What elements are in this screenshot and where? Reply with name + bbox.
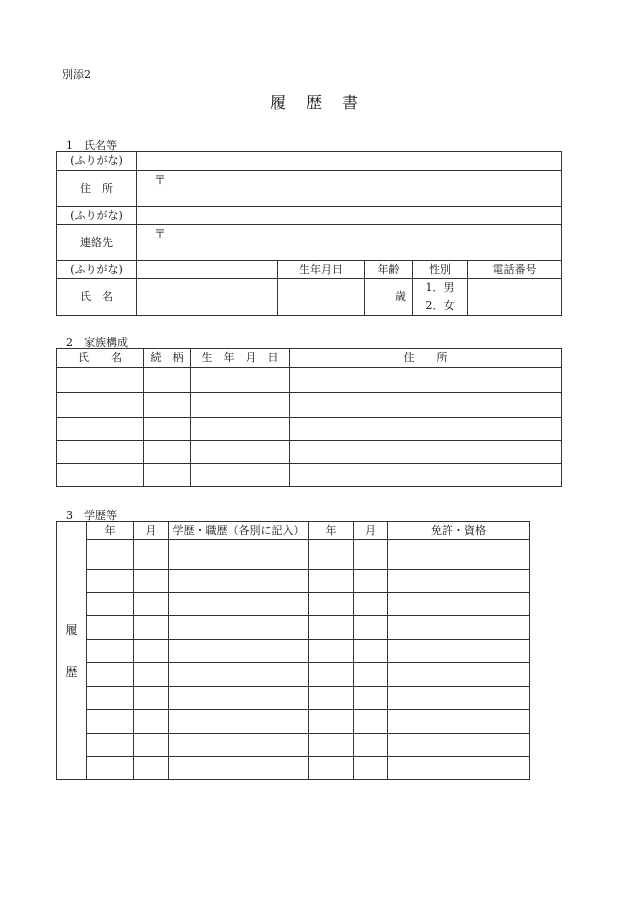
history-year-cell[interactable] <box>87 540 134 570</box>
history-month-cell[interactable] <box>134 687 169 710</box>
license-qualification-cell[interactable] <box>388 540 530 570</box>
history-side-label <box>57 522 87 780</box>
name-field[interactable] <box>137 279 278 316</box>
age-field[interactable] <box>365 279 413 316</box>
license-qualification-cell[interactable] <box>388 734 530 757</box>
history-career-cell[interactable] <box>169 687 309 710</box>
history-month-cell[interactable] <box>134 616 169 640</box>
family-name-cell[interactable] <box>57 393 144 418</box>
history-month-cell[interactable] <box>134 757 169 780</box>
license-qualification-cell[interactable] <box>388 687 530 710</box>
license-month-cell[interactable] <box>354 540 388 570</box>
birthdate-field[interactable] <box>278 279 365 316</box>
history-row <box>57 734 530 757</box>
contact-field[interactable] <box>137 225 562 261</box>
history-month-cell[interactable] <box>134 593 169 616</box>
family-relation-cell[interactable] <box>144 368 191 393</box>
family-relation-cell[interactable] <box>144 441 191 464</box>
postal-mark-icon: 〒 <box>154 227 167 241</box>
family-header-relation: 続 柄 <box>144 349 191 368</box>
family-birthdate-cell[interactable] <box>191 441 290 464</box>
name-furigana-field[interactable] <box>137 261 278 279</box>
family-address-cell[interactable] <box>290 464 562 487</box>
family-table <box>56 348 562 487</box>
phone-field[interactable] <box>468 279 562 316</box>
furigana-label-1: (ふりがな) <box>57 152 137 171</box>
license-qualification-cell[interactable] <box>388 640 530 663</box>
license-year-cell[interactable] <box>309 593 354 616</box>
history-year-cell[interactable] <box>87 593 134 616</box>
family-relation-cell[interactable] <box>144 418 191 441</box>
history-career-cell[interactable] <box>169 710 309 734</box>
section3-heading: 3 学歴等 <box>66 509 117 522</box>
family-row <box>57 441 562 464</box>
history-row <box>57 616 530 640</box>
license-year-cell[interactable] <box>309 734 354 757</box>
age-label: 年齢 <box>365 261 413 279</box>
license-qualification-cell[interactable] <box>388 663 530 687</box>
history-row <box>57 687 530 710</box>
history-month-cell[interactable] <box>134 734 169 757</box>
sex-female-option[interactable]: 2．女 <box>425 299 455 312</box>
license-qualification-cell[interactable] <box>388 757 530 780</box>
address-field[interactable] <box>137 171 562 207</box>
license-month-cell[interactable] <box>354 710 388 734</box>
history-career-cell[interactable] <box>169 540 309 570</box>
family-header-name: 氏 名 <box>57 349 144 368</box>
contact-label: 連絡先 <box>57 225 137 261</box>
family-birthdate-cell[interactable] <box>191 418 290 441</box>
license-qualification-cell[interactable] <box>388 616 530 640</box>
history-month-cell[interactable] <box>134 570 169 593</box>
annex-label: 別添2 <box>62 68 91 81</box>
history-career-cell[interactable] <box>169 570 309 593</box>
family-header-address: 住 所 <box>290 349 562 368</box>
license-month-cell[interactable] <box>354 640 388 663</box>
license-year-cell[interactable] <box>309 687 354 710</box>
license-year-cell[interactable] <box>309 570 354 593</box>
birthdate-label: 生年月日 <box>278 261 365 279</box>
family-name-cell[interactable] <box>57 418 144 441</box>
license-header-qualification: 免許・資格 <box>388 522 530 540</box>
history-table <box>56 521 530 780</box>
license-qualification-cell[interactable] <box>388 710 530 734</box>
family-address-cell[interactable] <box>290 418 562 441</box>
sex-field[interactable] <box>413 279 468 316</box>
license-header-year: 年 <box>309 522 354 540</box>
family-birthdate-cell[interactable] <box>191 393 290 418</box>
sex-label: 性別 <box>413 261 468 279</box>
history-year-cell[interactable] <box>87 640 134 663</box>
family-address-cell[interactable] <box>290 393 562 418</box>
family-name-cell[interactable] <box>57 368 144 393</box>
history-year-cell[interactable] <box>87 710 134 734</box>
history-career-cell[interactable] <box>169 734 309 757</box>
license-year-cell[interactable] <box>309 616 354 640</box>
license-qualification-cell[interactable] <box>388 593 530 616</box>
document-title: 履 歴 書 <box>269 93 360 112</box>
history-month-cell[interactable] <box>134 640 169 663</box>
license-month-cell[interactable] <box>354 663 388 687</box>
history-career-cell[interactable] <box>169 663 309 687</box>
license-year-cell[interactable] <box>309 710 354 734</box>
license-month-cell[interactable] <box>354 593 388 616</box>
history-career-cell[interactable] <box>169 593 309 616</box>
history-row <box>57 757 530 780</box>
phone-label: 電話番号 <box>468 261 562 279</box>
side-label-char-1: 履 <box>65 622 78 637</box>
history-month-cell[interactable] <box>134 540 169 570</box>
section1-heading: 1 氏名等 <box>66 139 117 152</box>
sex-male-option[interactable]: 1．男 <box>425 281 455 294</box>
history-row <box>57 640 530 663</box>
postal-mark-icon: 〒 <box>154 173 167 187</box>
history-year-cell[interactable] <box>87 734 134 757</box>
history-header-career: 学歴・職歴（各別に記入） <box>169 522 309 540</box>
section2-heading: 2 家族構成 <box>66 336 128 349</box>
family-address-cell[interactable] <box>290 368 562 393</box>
family-row <box>57 418 562 441</box>
history-year-cell[interactable] <box>87 687 134 710</box>
history-year-cell[interactable] <box>87 616 134 640</box>
history-career-cell[interactable] <box>169 757 309 780</box>
history-row <box>57 663 530 687</box>
furigana-label-2: (ふりがな) <box>57 207 137 225</box>
history-row <box>57 570 530 593</box>
license-year-cell[interactable] <box>309 757 354 780</box>
family-relation-cell[interactable] <box>144 393 191 418</box>
family-relation-cell[interactable] <box>144 464 191 487</box>
family-name-cell[interactable] <box>57 464 144 487</box>
history-row <box>57 540 530 570</box>
family-row <box>57 464 562 487</box>
family-name-cell[interactable] <box>57 441 144 464</box>
license-month-cell[interactable] <box>354 757 388 780</box>
license-month-cell[interactable] <box>354 687 388 710</box>
family-header-birthdate: 生 年 月 日 <box>191 349 290 368</box>
family-birthdate-cell[interactable] <box>191 368 290 393</box>
address-furigana-field[interactable] <box>137 152 562 171</box>
personal-info-table <box>56 151 562 316</box>
name-label: 氏 名 <box>57 279 137 316</box>
history-career-cell[interactable] <box>169 616 309 640</box>
license-month-cell[interactable] <box>354 570 388 593</box>
history-row <box>57 593 530 616</box>
furigana-label-3: (ふりがな) <box>57 261 137 279</box>
address-label: 住 所 <box>57 171 137 207</box>
history-year-cell[interactable] <box>87 757 134 780</box>
history-year-cell[interactable] <box>87 663 134 687</box>
history-month-cell[interactable] <box>134 663 169 687</box>
family-row <box>57 393 562 418</box>
license-header-month: 月 <box>354 522 388 540</box>
history-career-cell[interactable] <box>169 640 309 663</box>
license-year-cell[interactable] <box>309 663 354 687</box>
contact-furigana-field[interactable] <box>137 207 562 225</box>
history-row <box>57 710 530 734</box>
license-year-cell[interactable] <box>309 640 354 663</box>
family-birthdate-cell[interactable] <box>191 464 290 487</box>
history-month-cell[interactable] <box>134 710 169 734</box>
history-year-cell[interactable] <box>87 570 134 593</box>
license-qualification-cell[interactable] <box>388 570 530 593</box>
family-address-cell[interactable] <box>290 441 562 464</box>
side-label-char-2: 歴 <box>65 664 78 679</box>
license-month-cell[interactable] <box>354 616 388 640</box>
license-month-cell[interactable] <box>354 734 388 757</box>
age-unit: 歳 <box>395 290 406 304</box>
license-year-cell[interactable] <box>309 540 354 570</box>
history-header-year: 年 <box>87 522 134 540</box>
history-header-month: 月 <box>134 522 169 540</box>
family-row <box>57 368 562 393</box>
